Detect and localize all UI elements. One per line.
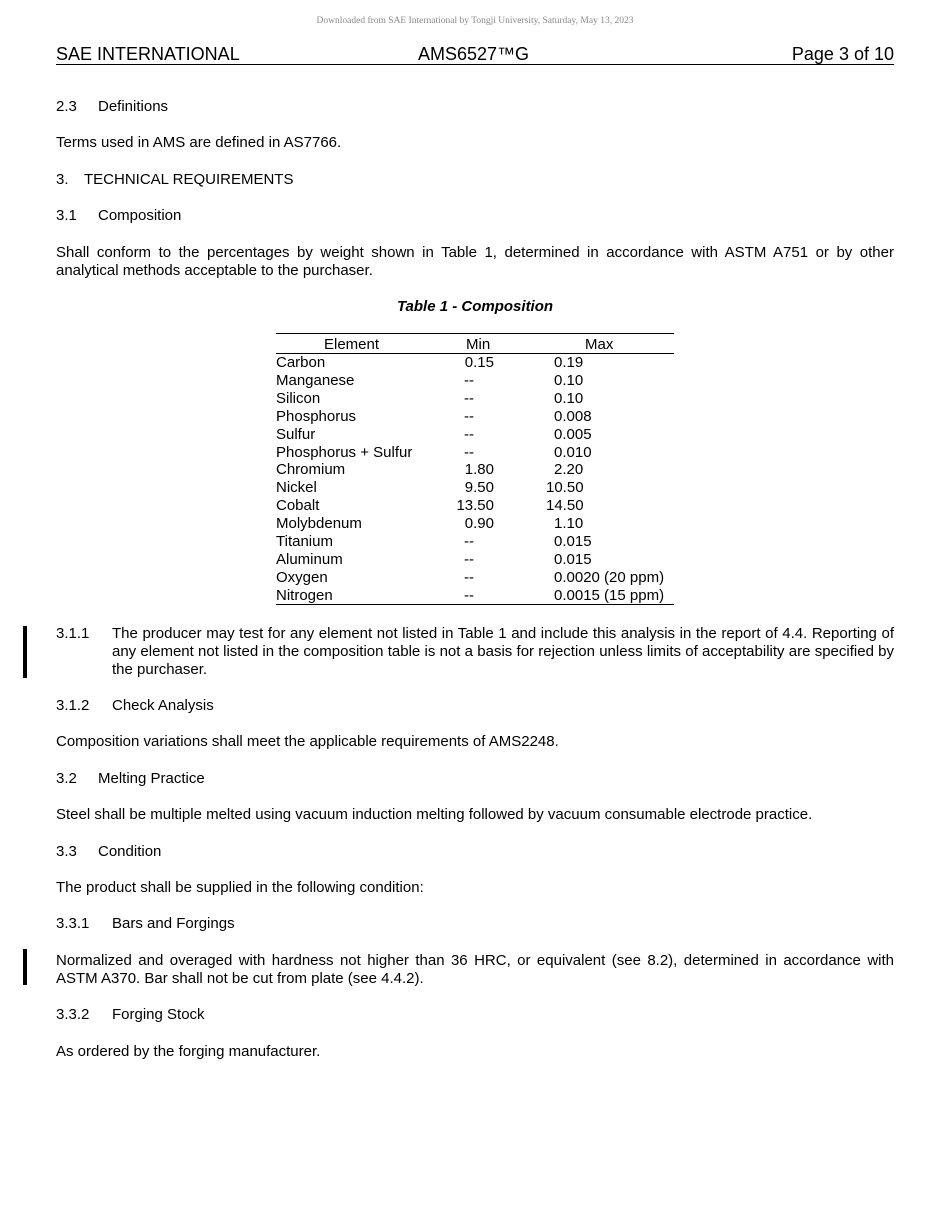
section-3-2-body: Steel shall be multiple melted using vacuum induction melting followed by vacuum consumable electrode practice. [56, 806, 813, 823]
header-max: Max [585, 336, 614, 353]
cell-max: 0.10 [554, 389, 584, 407]
section-3-3-2-heading [56, 1006, 894, 1024]
table-row [276, 354, 674, 372]
table-row [276, 533, 674, 551]
section-3-1-heading [56, 207, 894, 225]
revision-change-bar [23, 949, 27, 985]
cell-min: -- [464, 407, 474, 425]
cell-max: 2.20 [554, 461, 584, 479]
cell-element: Cobalt [276, 497, 320, 515]
header-org: SAE INTERNATIONAL [56, 44, 240, 64]
cell-min: -- [464, 533, 474, 550]
table-row [276, 390, 674, 408]
cell-element: Titanium [276, 533, 333, 550]
section-3-1-1 [56, 625, 894, 679]
section-3-2-heading [56, 770, 894, 788]
cell-element: Phosphorus [276, 407, 357, 425]
section-3-3-body: The product shall be supplied in the following condition: [56, 879, 424, 896]
download-watermark: Downloaded from SAE International by Tongji University, Saturday, May 13, 2023 [316, 16, 634, 26]
section-number: 2.3 [56, 98, 77, 115]
table-row [276, 408, 674, 426]
cell-max: 10.50 [546, 479, 584, 497]
cell-element: Molybdenum [276, 515, 362, 533]
section-number: 3. [56, 171, 69, 188]
cell-element: Nickel [276, 479, 317, 497]
header-doc-id: AMS6527™G [418, 44, 530, 64]
cell-element: Nitrogen [276, 586, 333, 604]
table-header-row [276, 336, 674, 353]
section-title: Bars and Forgings [112, 915, 235, 932]
cell-min: 1.80 [464, 461, 494, 479]
cell-min: -- [464, 371, 474, 389]
section-number: 3.1 [56, 207, 77, 224]
page-header [56, 44, 894, 65]
cell-max: 0.010 [554, 443, 592, 461]
section-number: 3.1.1 [56, 625, 90, 642]
section-3-1-2-heading [56, 697, 894, 715]
table-bottom-rule [276, 604, 674, 605]
header-page-number: Page 3 of 10 [791, 44, 894, 64]
header-min: Min [466, 336, 491, 353]
header-element: Element [324, 336, 380, 353]
section-title: Condition [98, 843, 162, 860]
section-title: Check Analysis [112, 697, 214, 714]
section-2-3-body: Terms used in AMS are defined in AS7766. [56, 134, 342, 151]
section-3-heading [56, 171, 894, 189]
cell-min: 0.15 [464, 354, 494, 371]
cell-max: 0.0020 (20 ppm) [554, 568, 665, 586]
cell-max: 0.19 [554, 354, 584, 371]
cell-min: 13.50 [456, 497, 494, 515]
table-row [276, 372, 674, 390]
cell-max: 0.015 [554, 550, 592, 568]
cell-element: Phosphorus + Sulfur [276, 443, 413, 461]
table-row [276, 551, 674, 569]
table-row [276, 569, 674, 587]
table-row [276, 426, 674, 444]
section-title: Composition [98, 207, 182, 224]
section-3-3-1-body-line-2: ASTM A370. Bar shall not be cut from plate (see 4.4.2). [56, 970, 424, 987]
section-number: 3.2 [56, 770, 77, 787]
section-number: 3.3.2 [56, 1006, 90, 1023]
cell-element: Manganese [276, 371, 355, 389]
cell-min: -- [464, 568, 474, 586]
cell-max: 0.015 [554, 533, 592, 550]
cell-min: -- [464, 389, 474, 407]
section-3-3-1-heading [56, 915, 894, 933]
section-3-3-heading [56, 843, 894, 861]
cell-element: Chromium [276, 461, 346, 479]
cell-min: -- [464, 425, 474, 443]
section-title: Melting Practice [98, 770, 205, 787]
table-top-rule [276, 333, 674, 334]
table-row [276, 515, 674, 533]
cell-max: 14.50 [546, 497, 584, 515]
section-3-1-body-line-2: analytical methods acceptable to the purchaser. [56, 262, 373, 279]
section-3-3-2-body: As ordered by the forging manufacturer. [56, 1043, 321, 1060]
table-row [276, 461, 674, 479]
section-3-3-1-body-line-1: Normalized and overaged with hardness not higher than 36 HRC, or equivalent (see 8.2), determined in accordance with [56, 952, 894, 969]
table-row [276, 497, 674, 515]
section-number: 3.1.2 [56, 697, 90, 714]
cell-min: -- [464, 586, 474, 604]
cell-min: -- [464, 550, 474, 568]
cell-element: Aluminum [276, 550, 343, 568]
table-row [276, 444, 674, 462]
cell-element: Sulfur [276, 425, 316, 443]
section-number: 3.3 [56, 843, 77, 860]
table-row [276, 479, 674, 497]
section-2-3-heading [56, 98, 894, 116]
cell-min: -- [464, 443, 474, 461]
cell-max: 0.005 [554, 425, 592, 443]
cell-element: Silicon [276, 389, 321, 407]
cell-max: 0.008 [554, 407, 592, 425]
cell-max: 0.0015 (15 ppm) [554, 586, 665, 604]
cell-min: 9.50 [464, 479, 494, 497]
cell-element: Carbon [276, 354, 326, 371]
section-3-1-body-line-1: Shall conform to the percentages by weight shown in Table 1, determined in accordance with ASTM A751 or by other [56, 244, 894, 261]
section-3-1-1-body: The producer may test for any element not listed in Table 1 and include this analysis in the report of 4.4. Reporting of any element not listed in the composition table is not a basis for rejection unless limits of acceptability are specified by the purchaser. [112, 625, 894, 678]
table-row [276, 587, 674, 605]
cell-element: Oxygen [276, 568, 328, 586]
section-number: 3.3.1 [56, 915, 90, 932]
cell-max: 1.10 [554, 515, 584, 533]
revision-change-bar [23, 626, 27, 678]
section-3-1-2-body: Composition variations shall meet the applicable requirements of AMS2248. [56, 733, 559, 750]
section-title: TECHNICAL REQUIREMENTS [84, 171, 294, 188]
section-title: Forging Stock [112, 1006, 205, 1023]
cell-max: 0.10 [554, 371, 584, 389]
cell-min: 0.90 [464, 515, 494, 533]
section-title: Definitions [98, 98, 169, 115]
table-caption: Table 1 - Composition [396, 298, 554, 315]
